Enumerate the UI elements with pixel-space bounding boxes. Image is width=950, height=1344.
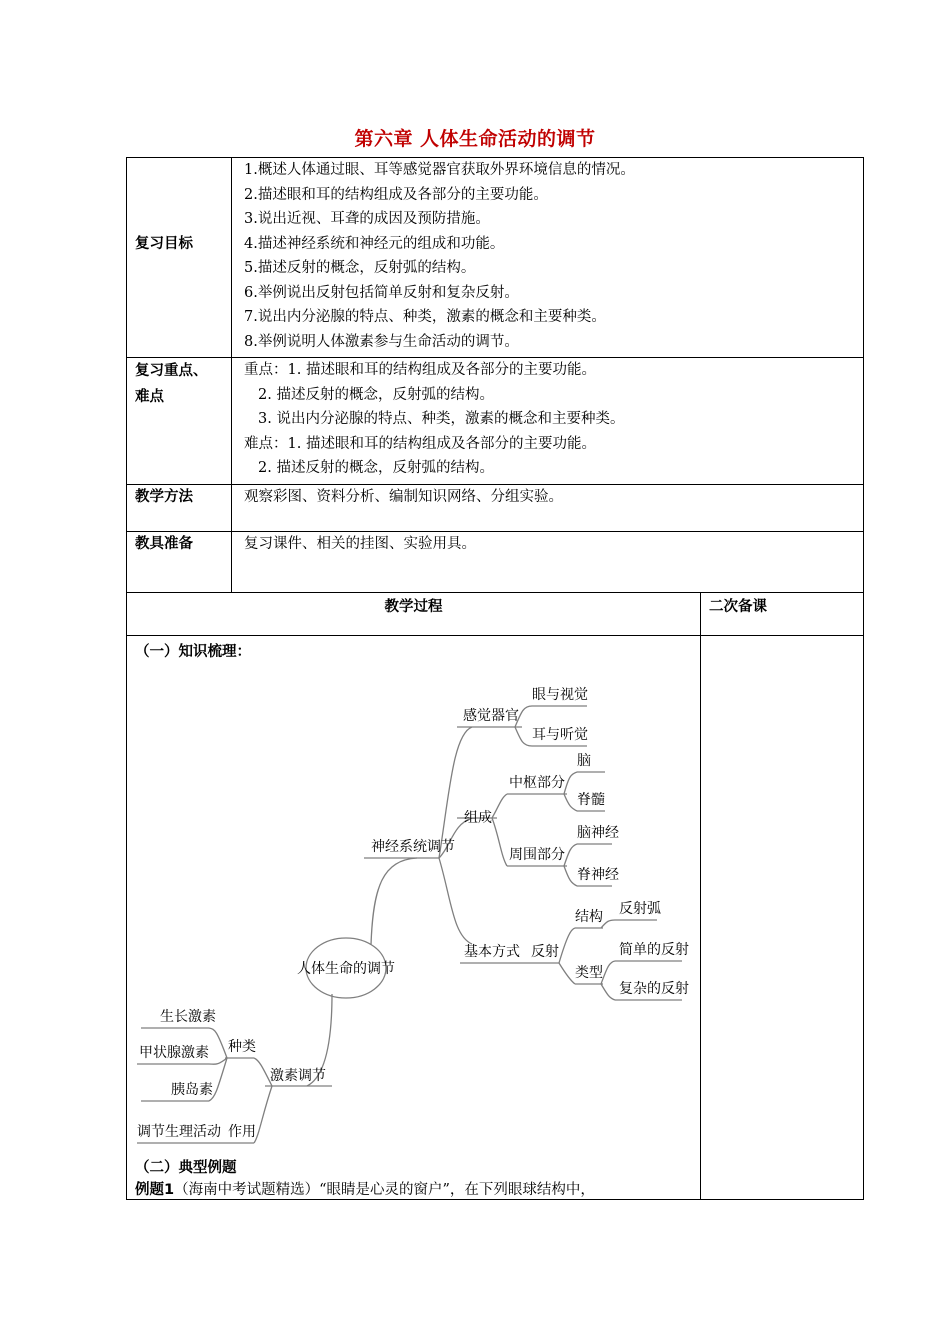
teaching-tools-text: 复习课件、相关的挂图、实验用具。	[244, 536, 476, 552]
page-title: 第六章 人体生命活动的调节	[354, 128, 596, 150]
mindmap-brain-nerves: 脑神经	[577, 825, 619, 841]
mindmap-simple-reflex: 简单的反射	[619, 942, 689, 958]
teaching-method-value	[232, 485, 864, 532]
mindmap-reflex-arc: 反射弧	[619, 901, 661, 917]
mindmap-link	[371, 858, 417, 945]
list-item: 2. 描述反射的概念，反射弧的结构。	[258, 386, 494, 403]
mindmap-nervous: 神经系统调节	[371, 839, 455, 855]
review-goals-list	[232, 158, 864, 358]
key-points-label-line2: 难点	[135, 389, 164, 405]
row-teaching-method	[127, 485, 864, 532]
lesson-plan-table	[126, 157, 864, 1200]
section-knowledge-heading: （一）知识梳理：	[135, 644, 251, 660]
mindmap-ear: 耳与听觉	[532, 727, 588, 743]
mindmap-basic-mode: 基本方式	[464, 944, 520, 960]
mindmap-center: 人体生命的调节	[297, 961, 395, 977]
mindmap-spinal-nerves: 脊神经	[577, 867, 619, 883]
process-content-inner	[127, 636, 700, 1197]
mindmap-reflex: 反射	[531, 944, 559, 960]
list-item: 6.举例说出反射包括简单反射和复杂反射。	[244, 284, 519, 301]
list-item: 难点：1. 描述眼和耳的结构组成及各部分的主要功能。	[244, 435, 596, 452]
example-question	[135, 1178, 595, 1199]
mindmap-peripheral: 周围部分	[509, 847, 565, 863]
teaching-method-label: 教学方法	[127, 485, 232, 532]
list-item: 2.描述眼和耳的结构组成及各部分的主要功能。	[244, 186, 548, 203]
row-review-goals	[127, 158, 864, 358]
row-process-content	[127, 636, 864, 1200]
mindmap-function: 作用	[228, 1124, 256, 1140]
list-item: 4.描述神经系统和神经元的组成和功能。	[244, 235, 505, 252]
mindmap-spinal-cord: 脊髓	[577, 792, 605, 808]
row-teaching-tools	[127, 532, 864, 593]
process-header: 教学过程	[127, 593, 701, 636]
mindmap-thyroid-hormone: 甲状腺激素	[139, 1045, 209, 1061]
mindmap-brain: 脑	[577, 753, 591, 769]
mindmap-central: 中枢部分	[509, 775, 565, 791]
list-item: 3. 说出内分泌腺的特点、种类，激素的概念和主要种类。	[258, 411, 625, 427]
mindmap-insulin: 胰岛素	[171, 1082, 213, 1098]
row-process-header	[127, 593, 864, 636]
row-key-points	[127, 358, 864, 485]
mindmap-hormone: 激素调节	[270, 1068, 326, 1084]
list-item: 1.概述人体通过眼、耳等感觉器官获取外界环境信息的情况。	[244, 162, 635, 178]
list-item: 3.说出近视、耳聋的成因及预防措施。	[244, 211, 490, 227]
example-text: （海南中考试题精选）“眼睛是心灵的窗户”，在下列眼球结构中，	[174, 1182, 595, 1198]
list-item: 7.说出内分泌腺的特点、种类，激素的概念和主要种类。	[244, 309, 606, 325]
mindmap-composition: 组成	[464, 810, 492, 826]
key-points-label-line1: 复习重点、	[135, 363, 208, 379]
list-item: 重点：1. 描述眼和耳的结构组成及各部分的主要功能。	[244, 362, 596, 378]
mindmap-type: 类型	[575, 965, 603, 981]
section-examples-heading: （二）典型例题	[135, 1160, 237, 1176]
teaching-tools-label: 教具准备	[127, 532, 232, 593]
list-item: 8.举例说明人体激素参与生命活动的调节。	[244, 333, 519, 350]
teaching-method-text: 观察彩图、资料分析、编制知识网络、分组实验。	[244, 489, 563, 505]
mindmap-structure: 结构	[575, 909, 603, 925]
process-content	[127, 636, 701, 1200]
list-item: 2. 描述反射的概念，反射弧的结构。	[258, 460, 494, 476]
list-item: 5.描述反射的概念，反射弧的结构。	[244, 260, 476, 276]
knowledge-mindmap	[127, 636, 700, 1156]
mindmap-growth-hormone: 生长激素	[160, 1009, 216, 1025]
mindmap-sense-organs: 感觉器官	[463, 708, 519, 724]
mindmap-kinds: 种类	[228, 1039, 256, 1055]
mindmap-complex-reflex: 复杂的反射	[619, 981, 689, 997]
mindmap-regulate: 调节生理活动	[137, 1124, 221, 1140]
second-prep-header: 二次备课	[701, 593, 864, 636]
mindmap-eye: 眼与视觉	[532, 687, 588, 703]
review-goals-label: 复习目标	[127, 158, 232, 358]
key-points-label	[127, 358, 232, 485]
second-prep-cell	[701, 636, 864, 1200]
teaching-tools-value	[232, 532, 864, 593]
key-points-list	[232, 358, 864, 485]
example-label: 例题1	[135, 1182, 175, 1198]
